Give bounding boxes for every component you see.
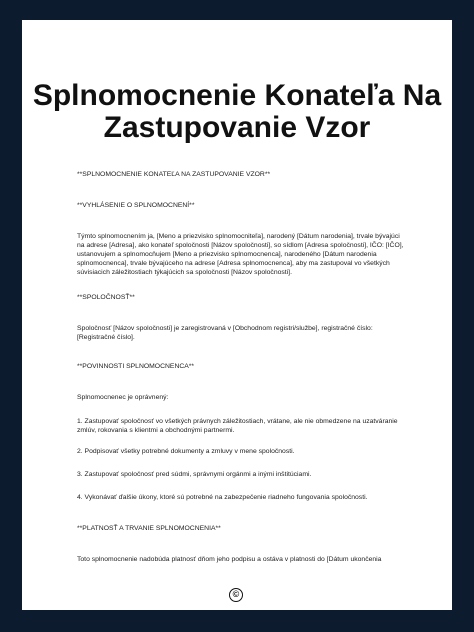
- copyright-icon: ©: [229, 588, 243, 602]
- duty-item-2: 2. Podpisovať všetky potrebné dokumenty a zmluvy v mene spoločnosti.: [77, 448, 295, 455]
- heading-validity: **PLATNOSŤ A TRVANIE SPLNOMOCNENIA**: [77, 525, 221, 532]
- page-title: Splnomocnenie Konateľa Na Zastupovanie Vzor: [32, 79, 442, 144]
- paragraph-duties-intro: Splnomocnenec je oprávnený:: [77, 394, 169, 401]
- duty-item-3: 3. Zastupovať spoločnosť pred súdmi, správnymi orgánmi a inými inštitúciami.: [77, 471, 312, 478]
- heading-declaration: **VYHLÁSENIE O SPLNOMOCNENÍ**: [77, 202, 195, 209]
- paragraph-validity: Toto splnomocnenie nadobúda platnosť dňom jeho podpisu a ostáva v platnosti do [Dátum ukončenia: [77, 556, 382, 563]
- document-page: [22, 20, 452, 610]
- heading-main: **SPLNOMOCNENIE KONATEĽA NA ZASTUPOVANIE VZOR**: [77, 171, 271, 178]
- heading-duties: **POVINNOSTI SPLNOMOCNENCA**: [77, 363, 195, 370]
- paragraph-company: Spoločnosť [Názov spoločnosti] je zaregistrovaná v [Obchodnom registri/službe], registračné číslo: [Registračné číslo].: [77, 325, 373, 341]
- duty-item-1: 1. Zastupovať spoločnosť vo všetkých právnych záležitostiach, vrátane, ale nie obmedzene na uzatváranie zmlúv, rokovania s klientmi a obchodnými partnermi.: [77, 418, 398, 434]
- duty-item-4: 4. Vykonávať ďalšie úkony, ktoré sú potrebné na zabezpečenie riadneho fungovania spoločnosti.: [77, 494, 368, 501]
- heading-company: **SPOLOČNOSŤ**: [77, 294, 135, 301]
- paragraph-declaration: Týmto splnomocnením ja, [Meno a priezvisko splnomocniteľa], narodený [Dátum narodenia], trvale bývajúci na adrese [Adresa], ako konateľ spoločnosti [Názov spoločnosti], so sídlom [Adresa spoločnosti], IČO: [IČO], ustanovujem a splnomocňujem [Meno a priezvisko splnomocnenca], narodeného [Dátum narodenia splnomocnenca], trvale bývajúceho na adrese [Adresa splnomocnenca], aby ma zastupoval vo všetkých súvisiacich záležitostiach týkajúcich sa spoločnosti [Názov spoločnosti].: [77, 233, 404, 276]
